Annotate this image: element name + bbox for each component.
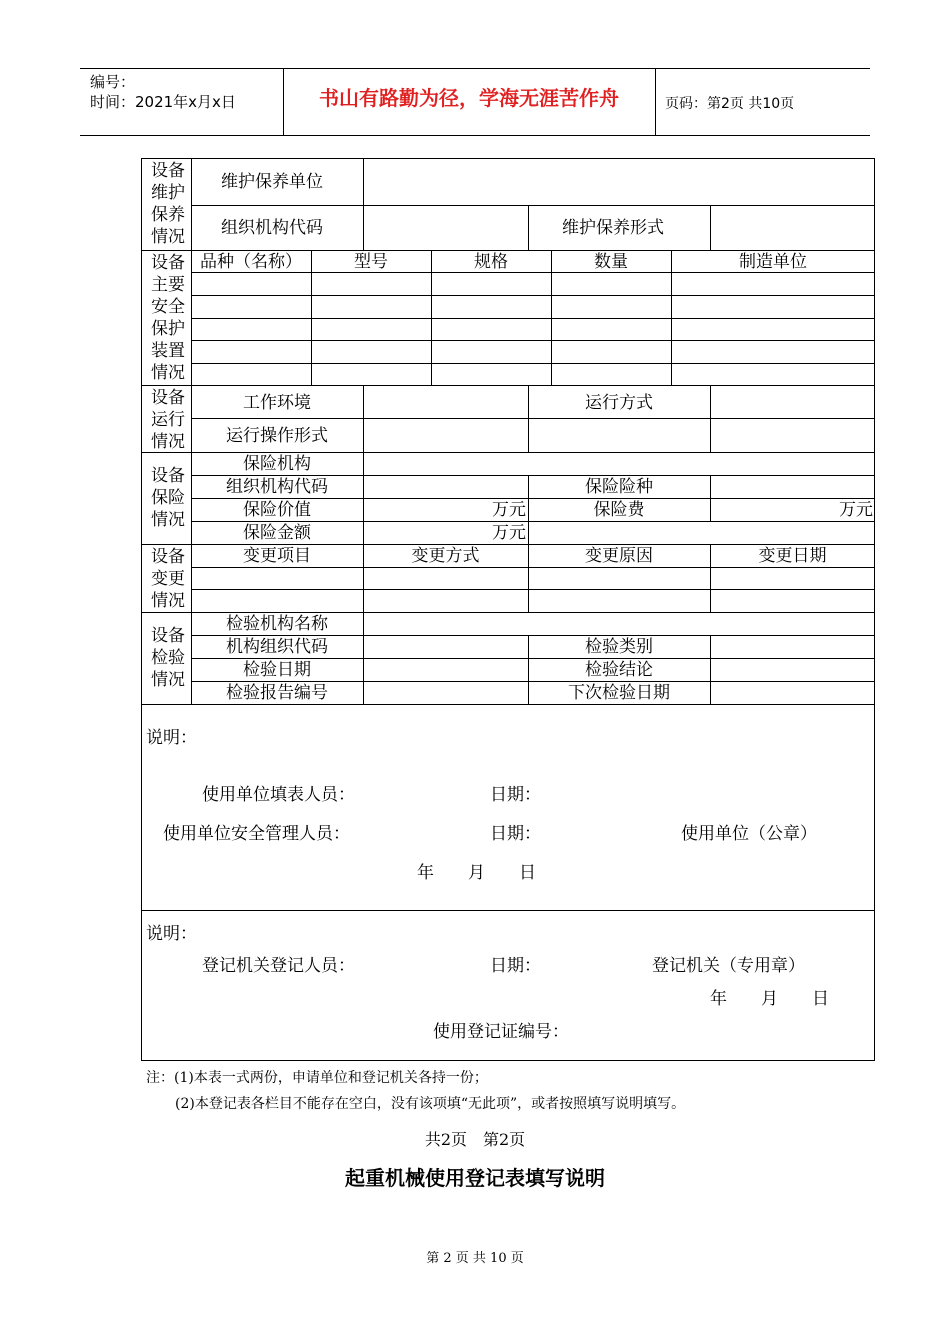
row-border <box>191 498 875 499</box>
registry-seal-label: 登记机关（专用章） <box>652 956 805 976</box>
section-border <box>141 385 875 386</box>
header-bottom-border <box>80 135 870 136</box>
maintenance-org-code-label: 组织机构代码 <box>221 218 323 238</box>
insurance-agency-label: 保险机构 <box>243 454 311 474</box>
registry-cert-label: 使用登记证编号： <box>433 1022 569 1042</box>
change-header-method: 变更方式 <box>411 546 480 566</box>
safety-header-name: 品种（名称） <box>200 252 302 272</box>
insurance-org-code-label: 组织机构代码 <box>226 477 328 497</box>
insurance-fee-unit: 万元 <box>839 500 873 520</box>
insurance-type-label: 保险险种 <box>585 477 653 497</box>
change-header-reason: 变更原因 <box>585 546 653 566</box>
inspection-conclusion-label: 检验结论 <box>585 660 653 680</box>
footer-page-number: 第 2 页 共 10 页 <box>426 1251 524 1266</box>
change-category: 设备 变更 情况 <box>151 547 185 611</box>
inspection-agency-label: 检验机构名称 <box>226 614 328 634</box>
user-filler-label: 使用单位填表人员： <box>202 785 355 805</box>
row-border <box>191 363 875 364</box>
insurance-fee-label: 保险费 <box>593 500 645 520</box>
maintenance-unit-field[interactable] <box>364 159 874 204</box>
change-header-item: 变更项目 <box>243 546 311 566</box>
insurance-value-label: 保险价值 <box>243 500 311 520</box>
section-border <box>141 452 875 453</box>
col-border <box>710 385 711 452</box>
row-border <box>191 589 875 590</box>
note-line-2: (2)本登记表各栏目不能存在空白，没有该项填“无此项”，或者按照填写说明填写。 <box>175 1096 686 1112</box>
inspection-org-code-label: 机构组织代码 <box>226 637 328 657</box>
user-seal-label: 使用单位（公章） <box>681 824 817 844</box>
col-border <box>363 612 364 704</box>
row-border <box>191 635 875 636</box>
row-border <box>191 681 875 682</box>
col-border <box>363 385 364 452</box>
inspection-category: 设备 检验 情况 <box>151 626 185 690</box>
row-border <box>191 295 875 296</box>
col-border <box>528 205 529 250</box>
safety-header-maker: 制造单位 <box>739 252 807 272</box>
user-date-label: 日期： <box>490 785 541 805</box>
operation-env-label: 工作环境 <box>243 393 311 413</box>
registration-form <box>141 158 875 1061</box>
section-border <box>141 910 875 911</box>
maintenance-category: 设备 维护 保养 情况 <box>151 161 185 247</box>
registry-note-label: 说明： <box>146 924 197 944</box>
user-safety-mgr-label: 使用单位安全管理人员： <box>163 824 350 844</box>
user-date-label-2: 日期： <box>490 824 541 844</box>
next-section-title: 起重机械使用登记表填写说明 <box>345 1166 605 1190</box>
page-count: 共2页 第2页 <box>424 1130 526 1149</box>
registry-date-label: 日期： <box>490 956 541 976</box>
registry-ymd: 年 月 日 <box>710 989 829 1009</box>
header-motto: 书山有路勤为径，学海无涯苦作舟 <box>319 86 619 110</box>
row-border <box>191 475 875 476</box>
row-border <box>191 340 875 341</box>
operation-mode-label: 运行方式 <box>585 393 653 413</box>
inspection-date-label: 检验日期 <box>243 660 311 680</box>
header-top-border <box>80 68 870 69</box>
insurance-value-unit: 万元 <box>492 500 526 520</box>
row-border <box>191 658 875 659</box>
row-border <box>191 318 875 319</box>
change-header-date: 变更日期 <box>758 546 827 566</box>
number-label: 编号： <box>90 73 136 91</box>
user-note-label: 说明： <box>146 728 197 748</box>
row-border <box>191 418 875 419</box>
safety-header-spec: 规格 <box>474 252 508 272</box>
header-meta <box>90 72 236 112</box>
maintenance-form-label: 维护保养形式 <box>562 218 664 238</box>
insurance-amount-unit: 万元 <box>492 523 526 543</box>
note-line-1: 注：(1)本表一式两份，申请单位和登记机关各持一份； <box>146 1070 488 1086</box>
header-divider <box>655 68 656 135</box>
safety-header-model: 型号 <box>354 252 388 272</box>
inspection-type-label: 检验类别 <box>585 637 653 657</box>
insurance-amount-label: 保险金额 <box>243 523 311 543</box>
row-border <box>191 272 875 273</box>
safety-category: 设备 主要 安全 保护 装置 情况 <box>151 253 185 383</box>
section-border <box>141 612 875 613</box>
inspection-next-label: 下次检验日期 <box>568 683 670 703</box>
user-ymd: 年 月 日 <box>417 863 536 883</box>
maintenance-form-field[interactable] <box>711 206 874 249</box>
maintenance-unit-label: 维护保养单位 <box>221 172 323 192</box>
safety-header-qty: 数量 <box>594 252 628 272</box>
section-border <box>141 544 875 545</box>
section-border <box>141 250 875 251</box>
operation-category: 设备 运行 情况 <box>151 388 185 452</box>
insurance-category: 设备 保险 情况 <box>151 466 185 530</box>
inspection-report-label: 检验报告编号 <box>226 683 328 703</box>
registry-registrar-label: 登记机关登记人员： <box>202 956 355 976</box>
col-border <box>710 635 711 704</box>
time-label: 时间：2021年x月x日 <box>90 93 236 111</box>
row-border <box>191 567 875 568</box>
row-border <box>191 521 875 522</box>
operation-op-form-label: 运行操作形式 <box>226 426 328 446</box>
maintenance-org-code-field[interactable] <box>364 206 527 249</box>
header-page-info: 页码：第2页 共10页 <box>665 96 795 112</box>
section-border <box>141 704 875 705</box>
